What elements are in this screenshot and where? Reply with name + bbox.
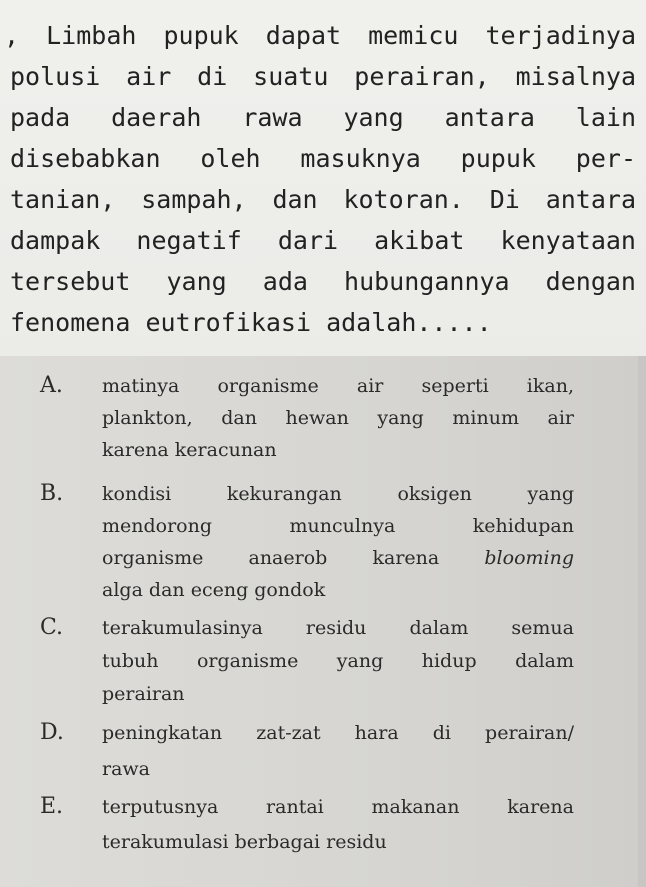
- question-line: tanian, sampah, dan kotoran. Di antara: [10, 185, 636, 214]
- option-d-line: peningkatan zat-zat hara di perairan/: [102, 722, 574, 744]
- option-b-line: mendorong munculnya kehidupan: [102, 515, 574, 537]
- option-a-line: plankton, dan hewan yang minum air: [102, 407, 574, 429]
- option-a-line: matinya organisme air seperti ikan,: [102, 375, 574, 397]
- question-line: fenomena eutrofikasi adalah.....: [10, 308, 492, 337]
- option-c-line: tubuh organisme yang hidup dalam: [102, 650, 574, 672]
- option-d-letter: D.: [40, 720, 64, 745]
- option-b-text: organisme anaerob karena: [102, 547, 440, 569]
- option-b-letter: B.: [40, 481, 64, 506]
- option-c-line: terakumulasinya residu dalam semua: [102, 617, 574, 639]
- question-line: , Limbah pupuk dapat memicu terjadinya: [4, 21, 636, 50]
- question-line: tersebut yang ada hubungannya dengan: [10, 267, 636, 296]
- option-c-letter: C.: [40, 615, 64, 640]
- option-b-line: kondisi kekurangan oksigen yang: [102, 483, 574, 505]
- question-line: polusi air di suatu perairan, misalnya: [10, 62, 636, 91]
- question-line: dampak negatif dari akibat kenyataan: [10, 226, 636, 255]
- option-e-line: terputusnya rantai makanan karena: [102, 796, 574, 818]
- option-b-italic-word: blooming: [484, 547, 575, 569]
- option-b-line: [102, 543, 574, 573]
- page-edge: [638, 356, 646, 887]
- option-b-line: alga dan eceng gondok: [102, 579, 326, 601]
- option-a-line: karena keracunan: [102, 439, 277, 461]
- question-line: pada daerah rawa yang antara lain: [10, 103, 636, 132]
- question-line: disebabkan oleh masuknya pupuk per-: [10, 144, 636, 173]
- option-e-line: terakumulasi berbagai residu: [102, 831, 387, 853]
- option-e-letter: E.: [40, 794, 64, 819]
- option-d-line: rawa: [102, 758, 151, 780]
- option-a-letter: A.: [40, 373, 63, 398]
- question-panel: [0, 0, 646, 356]
- option-c-line: perairan: [102, 683, 185, 705]
